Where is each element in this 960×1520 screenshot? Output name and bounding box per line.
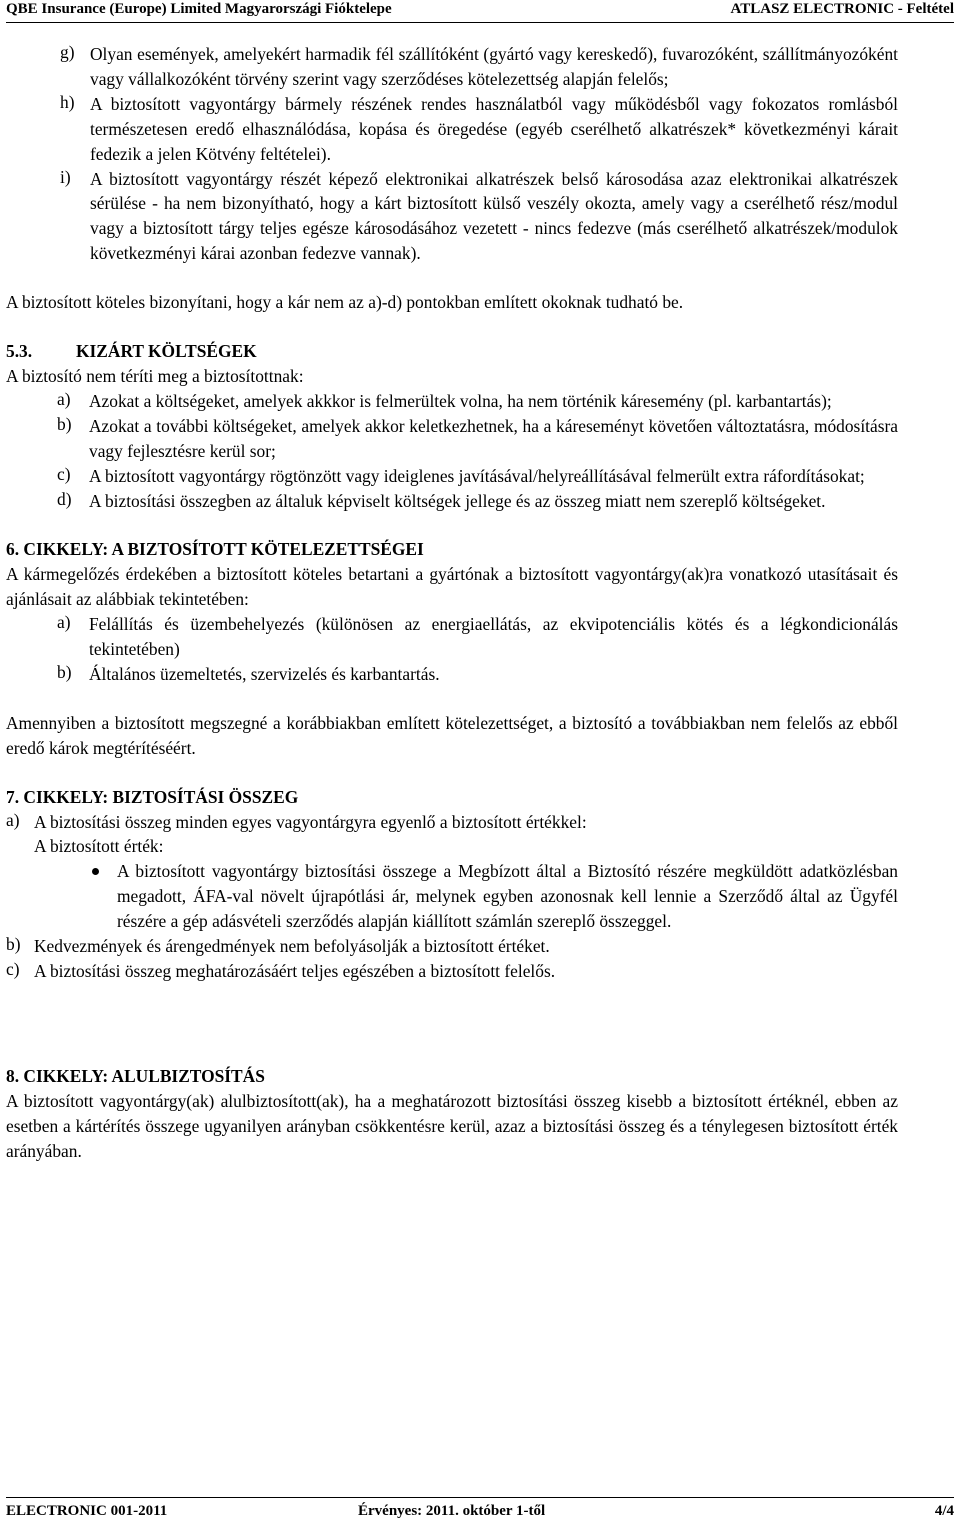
list-item-label: c)	[57, 463, 71, 484]
list-item-h	[6, 92, 898, 167]
footer-document-code: ELECTRONIC 001-2011	[6, 1503, 168, 1519]
list-item-b	[6, 414, 898, 464]
bullet-text: A biztosított vagyontárgy biztosítási összege a Megbízott által a Biztosító részére megküldött adatközlésban megadott, ÁFA-val növelt újrapótlási ár, melynek egyben azonosnak kell lennie a Szerződő által az Ügyfél részére a gép adásvételi szerződés alapján kiállított számlán szereplő összeggel.	[117, 861, 898, 932]
list-item-text: Általános üzemeltetés, szervizelés és karbantartás.	[89, 663, 440, 684]
list-item-c	[6, 959, 898, 984]
section-heading: KIZÁRT KÖLTSÉGEK	[76, 341, 257, 362]
list-item-label: a)	[57, 612, 71, 633]
section-8-text: A biztosított vagyontárgy(ak) alulbiztosított(ak), ha a meghatározott biztosítási összeg kisebb a biztosított értéknél, ebben az esetben a kártérítés összege ugyanilyen arányban csökkentésre kerül, azaz a biztosítási összeg és a ténylegesen biztosított érték arányában.	[6, 1090, 898, 1161]
list-item-b	[6, 934, 898, 959]
list-item-label: g)	[60, 42, 75, 62]
section-5-3-title	[6, 339, 898, 364]
list-item-b	[6, 662, 898, 687]
list-item-a	[6, 612, 898, 662]
list-item-d	[6, 489, 898, 514]
list-item-text: A biztosított vagyontárgy rögtönzött vagy ideiglenes javításával/helyreállításával felmerült extra ráfordításokat;	[89, 465, 865, 486]
list-item-i	[6, 167, 898, 267]
list-item-text: Olyan események, amelyekért harmadik fél szállítóként (gyártó vagy kereskedő), fuvarozóként, szállítmányozóként vagy vállalkozóként törvény szerint vagy szerződéses kötelezettség alapján felelős;	[90, 44, 898, 89]
list-item-text: Kedvezmények és árengedmények nem befolyásolják a biztosított értéket.	[34, 936, 550, 957]
section-6-closing: Amennyiben a biztosított megszegné a korábbiakban említett kötelezettséget, a biztosító a továbbiakban nem felelős az ebből eredő károk megtérítéséért.	[6, 712, 898, 758]
insured-value-label: A biztosított érték:	[34, 836, 164, 857]
list-item-g	[6, 42, 898, 92]
bullet-icon	[92, 868, 99, 875]
section-6-intro: A kármegelőzés érdekében a biztosított köteles betartani a gyártónak a biztosított vagyontárgy(ak)ra vonatkozó utasításait és ajánlásait az alábbiak tekintetében:	[6, 564, 898, 610]
section-7-title: 7. CIKKELY: BIZTOSÍTÁSI ÖSSZEG	[6, 786, 299, 807]
list-item-label: i)	[60, 166, 71, 187]
list-item-label: c)	[6, 959, 20, 979]
list-item-text: Felállítás és üzembehelyezés (különösen az energiaellátás, az ekvipotenciális kötés és a légkondicionálás tekintetében)	[89, 614, 898, 660]
footer-validity: Érvényes: 2011. október 1-től	[358, 1503, 546, 1519]
list-item-label: a)	[6, 809, 20, 830]
list-item-label: b)	[57, 413, 72, 434]
list-item-text: A biztosítási összegben az általuk képviselt költségek jellege és az összeg miatt nem szereplő költségeket.	[89, 490, 826, 511]
list-item-text: A biztosítási összeg minden egyes vagyontárgyra egyenlő a biztosított értékkel:	[34, 811, 587, 832]
section-6-title: 6. CIKKELY: A BIZTOSÍTOTT KÖTELEZETTSÉGEI	[6, 539, 424, 560]
list-item-text: Azokat a további költségeket, amelyek akkor keletkezhetnek, ha a káreseményt követően változtatásra, módosításra vagy fejlesztésre kerül sor;	[89, 415, 898, 461]
list-item-c	[6, 464, 898, 489]
header-document-title: ATLASZ ELECTRONIC - Feltétel	[730, 1, 954, 17]
list-item-text: A biztosított vagyontárgy bármely részének rendes használatból vagy működésből vagy fokozatos romlásból természetesen eredő elhasználódása, kopása és öregedése (egyéb cserélhető alkatrészek* következményi kárait fedezik a jelen Kötvény feltételei).	[90, 93, 898, 164]
footer-page-number: 4/4	[934, 1503, 954, 1519]
section-5-3-intro: A biztosító nem téríti meg a biztosítottnak:	[6, 365, 304, 386]
list-item-label: h)	[60, 91, 75, 112]
list-item-label: b)	[6, 934, 21, 955]
list-item-label: a)	[57, 388, 71, 409]
page-footer	[6, 1497, 954, 1520]
page-header	[6, 0, 954, 23]
header-company: QBE Insurance (Europe) Limited Magyarországi Fióktelepe	[6, 1, 392, 17]
section-8-title: 8. CIKKELY: ALULBIZTOSÍTÁS	[6, 1065, 265, 1086]
section-number: 5.3.	[6, 341, 33, 362]
proof-sentence: A biztosított köteles bizonyítani, hogy a kár nem az a)-d) pontokban említett okoknak tudható be.	[6, 292, 684, 313]
list-item-text: A biztosított vagyontárgy részét képező elektronikai alkatrészek belső károsodása azaz elektronikai alkatrészek sérülése - ha nem bizonyítható, hogy a kárt biztosított külső veszély okozta, amely vagy a cserélhető rész/modul vagy a biztosított tárgy teljes egésze károsodásához vezetett - nincs fedezve (más cserélhető alkatrészek/modulok következményi kárai azonban fedezve vannak).	[90, 168, 898, 264]
list-item-label: b)	[57, 661, 72, 682]
list-item-a	[6, 389, 898, 414]
list-item-label: d)	[57, 488, 72, 509]
bullet-item	[6, 859, 898, 934]
document-body	[6, 42, 898, 1164]
list-item-a	[6, 810, 898, 860]
list-item-text: A biztosítási összeg meghatározásáért teljes egészében a biztosított felelős.	[34, 961, 556, 981]
list-item-text: Azokat a költségeket, amelyek akkkor is felmerültek volna, ha nem történik káresemény (pl. karbantartás);	[89, 390, 832, 411]
